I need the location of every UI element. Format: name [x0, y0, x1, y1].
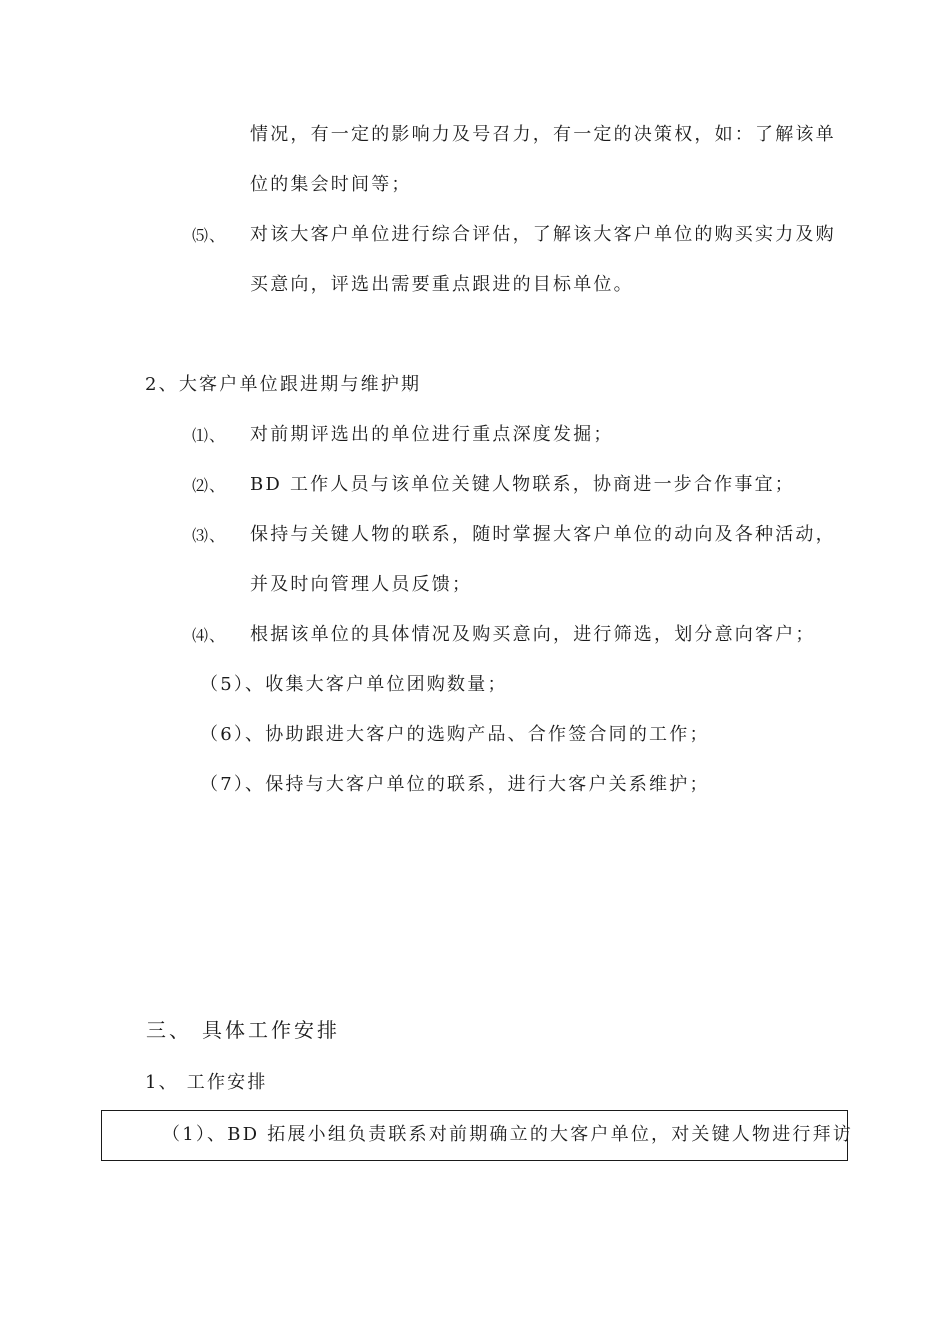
table-cell-text: （1）、BD 拓展小组负责联系对前期确立的大客户单位，对关键人物进行拜访 — [162, 1124, 854, 1145]
list-item-text: （5）、收集大客户单位团购数量； — [200, 674, 508, 695]
list-item-number: ⑸、 — [192, 226, 227, 245]
list-item-text: 保持与关键人物的联系，随时掌握大客户单位的动向及各种活动， — [250, 524, 836, 545]
list-item-text: （6）、协助跟进大客户的选购产品、合作签合同的工作； — [200, 724, 710, 745]
list-item-text: 对前期评选出的单位进行重点深度发掘； — [250, 424, 614, 445]
paragraph-line: 情况，有一定的影响力及号召力，有一定的决策权，如：了解该单 — [250, 124, 836, 145]
sub-heading: 1、 工作安排 — [145, 1072, 268, 1093]
list-item-text: BD 工作人员与该单位关键人物联系，协商进一步合作事宜； — [250, 474, 795, 495]
section-number: 三、 — [146, 1018, 192, 1042]
list-item-number: ⑴、 — [192, 426, 227, 445]
list-item-number: ⑶、 — [192, 526, 227, 545]
paragraph-line: 位的集会时间等； — [250, 174, 412, 195]
list-item-text: 根据该单位的具体情况及购买意向，进行筛选，划分意向客户； — [250, 624, 816, 645]
list-item-number: ⑷、 — [192, 626, 227, 645]
section-heading: 具体工作安排 — [202, 1018, 340, 1042]
list-item-number: ⑵、 — [192, 476, 227, 495]
list-item-text: 并及时向管理人员反馈； — [250, 574, 473, 595]
table-cell-box — [101, 1110, 854, 1161]
list-item-text: 对该大客户单位进行综合评估，了解该大客户单位的购买实力及购 — [250, 224, 836, 245]
list-item-text: 买意向，评选出需要重点跟进的目标单位。 — [250, 274, 634, 295]
list-item-text: （7）、保持与大客户单位的联系，进行大客户关系维护； — [200, 774, 710, 795]
section-heading: 2、大客户单位跟进期与维护期 — [145, 374, 422, 395]
